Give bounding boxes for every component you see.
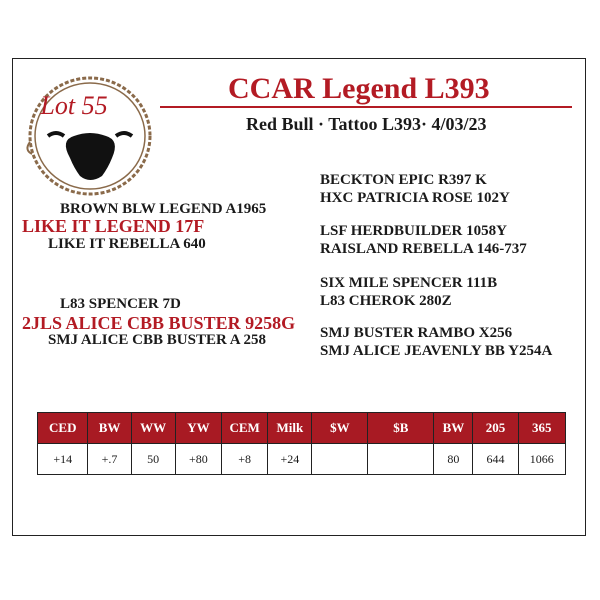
pedigree-line: L83 CHEROK 280Z [320,293,452,309]
epd-value: +.7 [88,444,131,475]
pedigree-line: SIX MILE SPENCER 111B [320,275,498,291]
epd-header: CED [38,413,88,444]
epd-value: +24 [268,444,312,475]
pedigree-line: BECKTON EPIC R397 K [320,172,487,188]
epd-value-row [38,444,566,475]
epd-value [312,444,368,475]
epd-value: 80 [434,444,473,475]
epd-header: YW [175,413,221,444]
epd-header-row [38,413,566,444]
sire-dam: LIKE IT REBELLA 640 [48,236,206,252]
epd-header: $B [368,413,434,444]
epd-header: WW [131,413,175,444]
epd-header: CEM [222,413,268,444]
epd-table [37,412,566,475]
epd-header: 205 [473,413,518,444]
pedigree-line: HXC PATRICIA ROSE 102Y [320,190,510,206]
dam-sire: L83 SPENCER 7D [60,296,181,312]
epd-value: 50 [131,444,175,475]
epd-value: +14 [38,444,88,475]
epd-value: 1066 [518,444,565,475]
lot-logo [24,70,156,202]
epd-header: BW [88,413,131,444]
animal-details: Red Bull · Tattoo L393· 4/03/23 [246,114,487,134]
epd-value: 644 [473,444,518,475]
title-rule [160,106,572,108]
dam: 2JLS ALICE CBB BUSTER 9258G [22,313,296,333]
epd-value: +8 [222,444,268,475]
epd-header: $W [312,413,368,444]
pedigree-line: SMJ ALICE JEAVENLY BB Y254A [320,343,553,359]
pedigree-line: LSF HERDBUILDER 1058Y [320,223,507,239]
pedigree-line: RAISLAND REBELLA 146-737 [320,241,527,257]
sire: LIKE IT LEGEND 17F [22,216,205,236]
epd-header: BW [434,413,473,444]
animal-name: CCAR Legend L393 [228,72,490,105]
dam-dam: SMJ ALICE CBB BUSTER A 258 [48,332,266,348]
pedigree-line: SMJ BUSTER RAMBO X256 [320,325,513,341]
lot-label: Lot 55 [40,91,108,120]
epd-value: +80 [175,444,221,475]
epd-header: Milk [268,413,312,444]
epd-value [368,444,434,475]
epd-header: 365 [518,413,565,444]
sire-sire: BROWN BLW LEGEND A1965 [60,201,267,217]
